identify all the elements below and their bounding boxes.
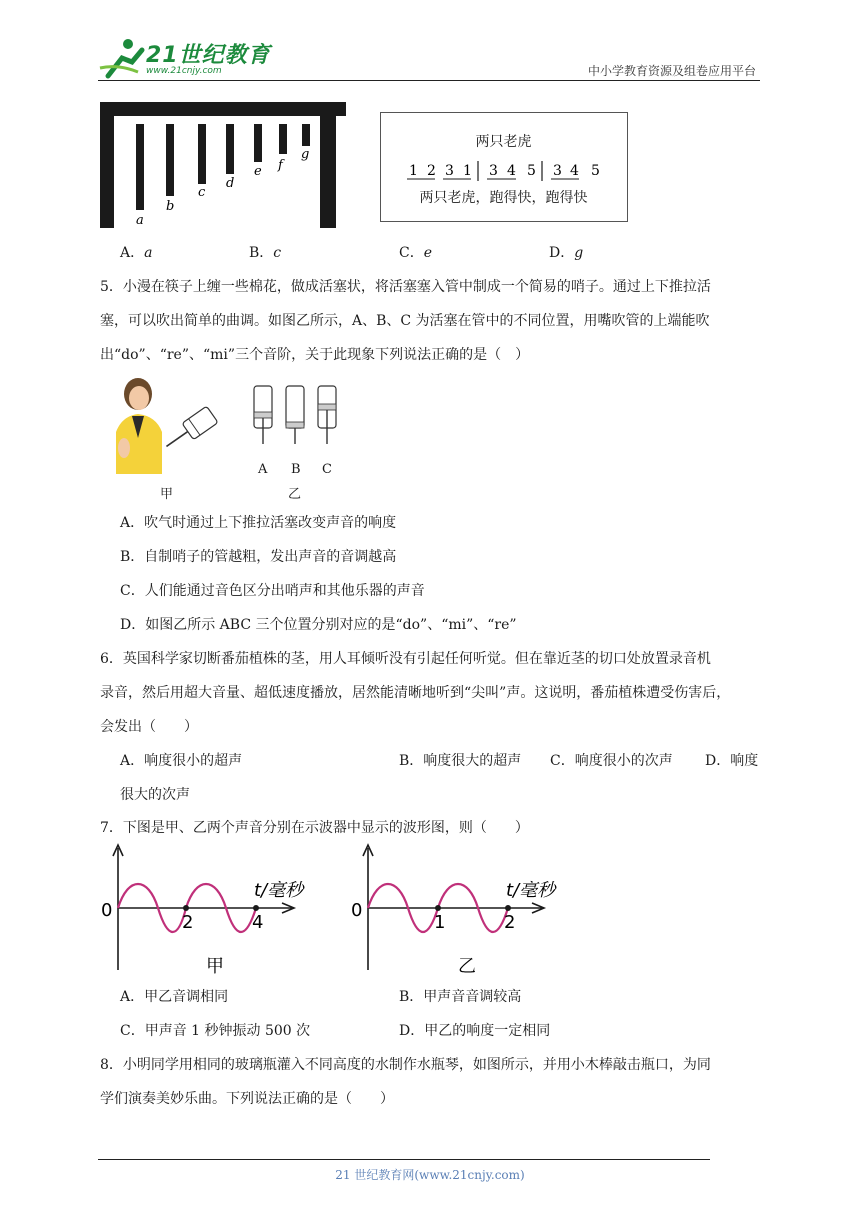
q6-stem-line-3: 会发出（ ）: [100, 719, 198, 735]
option-letter: A．: [120, 245, 145, 261]
song-title: 两只老虎: [475, 134, 532, 150]
tube-label-b: B: [291, 462, 301, 477]
logo-text: 21世纪教育: [146, 43, 271, 68]
q4-option-c: [399, 242, 432, 262]
q6-stem-line-2: 录音，然后用超大音量、超低速度播放，居然能清晰地听到“尖叫”声。这说明，番茄植株遭受伤害后，: [100, 685, 731, 701]
waveform-yi-graph: [346, 842, 570, 976]
q8-stem-line-2: 学们演奏美妙乐曲。下列说法正确的是（ ）: [100, 1091, 394, 1107]
note: 5: [591, 163, 600, 179]
option-letter: C．: [399, 245, 424, 261]
jia-graph-label: 甲: [206, 956, 224, 976]
note: 1: [463, 163, 472, 179]
song-notation-box: [380, 112, 628, 222]
note: 5: [527, 163, 536, 179]
header-divider: [98, 80, 760, 81]
three-tubes-figure: [248, 382, 348, 452]
bar-label-e: e: [254, 164, 262, 179]
note: 3: [489, 163, 498, 179]
jia-origin-label: 0: [101, 900, 113, 921]
footer-divider: [98, 1159, 710, 1160]
q7-option-a: A．甲乙音调相同: [120, 989, 229, 1005]
q4-option-d: [549, 242, 583, 262]
note: 3: [553, 163, 562, 179]
q5-option-b: B．自制哨子的管越粗，发出声音的音调越高: [120, 549, 397, 565]
tube-label-c: C: [322, 462, 332, 477]
q7-stem: 7．下图是甲、乙两个声音分别在示波器中显示的波形图，则（ ）: [100, 820, 529, 836]
song-lyrics: 两只老虎，跑得快，跑得快: [419, 190, 588, 206]
bar-label-f: f: [278, 158, 283, 173]
q6-option-b: B．响度很大的超声: [399, 753, 522, 769]
jia-tick-4: 4: [252, 912, 264, 933]
jia-axis-label: t/毫秒: [254, 880, 304, 901]
q6-option-d-wrap: 很大的次声: [120, 787, 190, 803]
q6-option-d: D．响度: [705, 753, 759, 769]
yi-tick-1: 1: [434, 912, 446, 933]
note: 2: [427, 163, 436, 179]
girl-blowing-whistle-figure: [102, 376, 230, 474]
tube-label-a: A: [258, 462, 268, 477]
bar-label-b: b: [166, 199, 175, 214]
q6-option-c: C．响度很小的次声: [550, 753, 673, 769]
q6-option-a: A．响度很小的超声: [120, 753, 243, 769]
yi-axis-label: t/毫秒: [506, 880, 556, 901]
q6-stem-line-1: 6．英国科学家切断番茄植株的茎，用人耳倾听没有引起任何听觉。但在靠近茎的切口处放置录音机: [100, 651, 711, 667]
q5-stem-line-3: 出“do”、“re”、“mi”三个音阶，关于此现象下列说法正确的是（ ）: [100, 347, 530, 363]
q5-option-d: D．如图乙所示 ABC 三个位置分别对应的是“do”、“mi”、“re”: [120, 617, 517, 633]
jia-tick-2: 2: [182, 912, 194, 933]
q5-option-c: C．人们能通过音色区分出哨声和其他乐器的声音: [120, 583, 425, 599]
yi-graph-label: 乙: [458, 956, 476, 976]
q5-option-a: A．吹气时通过上下推拉活塞改变声音的响度: [120, 515, 397, 531]
option-text: e: [423, 245, 433, 261]
q7-option-c: C．甲声音 1 秒钟振动 500 次: [120, 1023, 311, 1039]
bar-label-a: a: [136, 213, 144, 228]
logo-url: www.21cnjy.com: [146, 66, 222, 76]
bar-label-c: c: [198, 185, 206, 200]
option-letter: B．: [249, 245, 274, 261]
chime-bars-figure: [98, 100, 348, 230]
q5-stem-line-2: 塞，可以吹出简单的曲调。如图乙所示，A、B、C 为活塞在管中的不同位置，用嘴吹管的上端能吹: [100, 313, 710, 329]
song-notation: [405, 159, 605, 185]
option-letter: D．: [549, 245, 575, 261]
q7-option-d: D．甲乙的响度一定相同: [399, 1023, 551, 1039]
header-platform-text: 中小学教育资源及组卷应用平台: [587, 64, 756, 78]
bar-label-d: d: [226, 176, 235, 191]
q7-option-b: B．甲声音音调较高: [399, 989, 522, 1005]
logo-mark: [98, 36, 148, 80]
waveform-jia-graph: [96, 842, 320, 976]
yi-tick-2: 2: [504, 912, 516, 933]
note: 1: [409, 163, 418, 179]
option-text: g: [574, 245, 584, 261]
note: 4: [507, 163, 516, 179]
q8-stem-line-1: 8．小明同学用相同的玻璃瓶灌入不同高度的水制作水瓶琴，如图所示，并用小木棒敲击瓶口，为同: [100, 1057, 711, 1073]
yi-origin-label: 0: [351, 900, 363, 921]
figure-label-yi: 乙: [288, 487, 302, 502]
option-text: c: [273, 245, 282, 261]
option-text: a: [144, 245, 153, 261]
q4-option-b: [249, 242, 281, 262]
q4-option-a: [120, 242, 152, 262]
q5-stem-line-1: 5．小漫在筷子上缠一些棉花，做成活塞状，将活塞塞入管中制成一个简易的哨子。通过上下推拉活: [100, 279, 711, 295]
bar-label-g: g: [301, 147, 310, 162]
figure-label-jia: 甲: [160, 487, 174, 502]
footer-text: 21 世纪教育网(www.21cnjy.com): [335, 1168, 525, 1182]
note: 4: [570, 163, 579, 179]
note: 3: [445, 163, 454, 179]
